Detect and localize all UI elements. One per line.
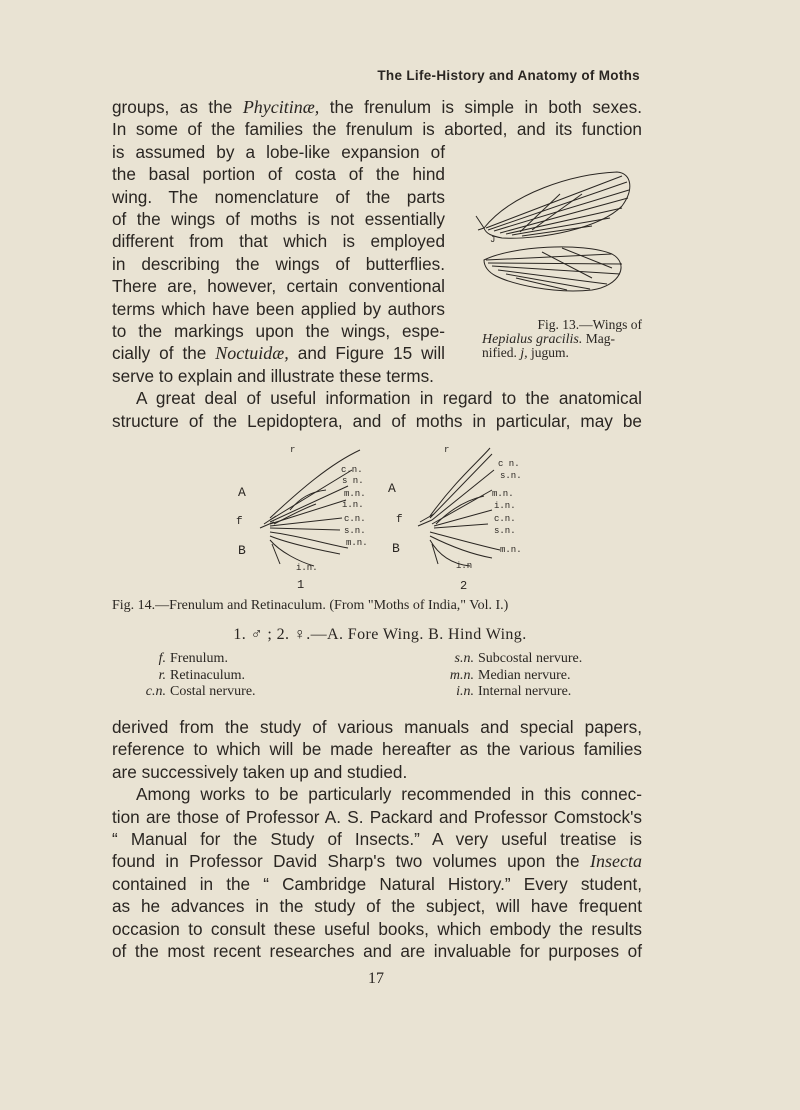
- legend-item: m.n. Median nervure.: [449, 667, 571, 683]
- text-line: reference to which will be made hereafter as the various families: [112, 739, 642, 760]
- text-line: as he advances in the study of the subject, will have frequent: [112, 896, 642, 917]
- text-line: serve to explain and illustrate these terms.: [112, 365, 434, 386]
- label-sn2-2: s.n.: [494, 526, 516, 536]
- label-cn2-1: c.n.: [344, 514, 366, 524]
- label-in-1: i.n.: [342, 500, 364, 510]
- specimen-number-1: 1: [297, 578, 305, 590]
- figure-14-frenulum-retinaculum: [230, 440, 560, 590]
- text-line: of the wings of moths is not essentially: [112, 208, 445, 229]
- page-number: 17: [368, 970, 384, 987]
- text-line: wing. The nomenclature of the parts: [112, 186, 445, 207]
- label-cn2-2: c.n.: [494, 514, 516, 524]
- label-sn-1: s n.: [342, 476, 364, 486]
- label-sn2-1: s.n.: [344, 526, 366, 536]
- legend-item: f. Frenulum.: [158, 651, 228, 666]
- text-line: structure of the Lepidoptera, and of moths in particular, may be: [112, 410, 642, 431]
- legend-left: [132, 651, 256, 701]
- legend-item: s.n. Subcostal nervure.: [454, 651, 583, 666]
- text-line: of the most recent researches and are invaluable for purposes of: [112, 940, 642, 961]
- label-mn-2: m.n.: [492, 489, 514, 499]
- label-in-2: i.n.: [494, 501, 516, 511]
- label-B-1: B: [238, 543, 246, 558]
- running-header: The Life-History and Anatomy of Moths: [377, 68, 640, 83]
- label-cn-2: c n.: [498, 459, 520, 469]
- text-line: derived from the study of various manuals and special papers,: [112, 717, 642, 737]
- label-cn-1: c.n.: [341, 465, 363, 475]
- label-f-1: f: [236, 516, 243, 528]
- text-line: groups, as the Phycitinæ, the frenulum is simple in both sexes.: [112, 97, 642, 117]
- text-line: the basal portion of costa of the hind: [112, 164, 445, 185]
- label-f-2: f: [396, 514, 403, 526]
- label-mn2-1: m.n.: [346, 538, 368, 548]
- text-line: A great deal of useful information in regard to the anatomical: [136, 388, 642, 409]
- hind-wing-outline: [484, 247, 621, 291]
- text-line: occasion to consult these useful books, which embody the results: [112, 918, 642, 939]
- text-line: tion are those of Professor A. S. Packard and Professor Comstock's: [112, 806, 642, 827]
- label-in2-1: i.n.: [296, 563, 318, 573]
- text-line: cially of the Noctuidæ, and Figure 15 will: [112, 343, 445, 364]
- label-r-2: r: [444, 445, 450, 455]
- paragraph-top: [112, 96, 642, 141]
- label-B-2: B: [392, 541, 400, 556]
- text-line: to the markings upon the wings, espe-: [112, 320, 445, 341]
- figure-14-subcaption: 1. ♂ ; 2. ♀.—A. Fore Wing. B. Hind Wing.: [233, 626, 527, 643]
- label-mn-1: m.n.: [344, 489, 366, 499]
- figure-13-wings: [472, 168, 642, 303]
- paragraph-bottom: [112, 716, 642, 962]
- paragraph-narrow: [112, 141, 445, 387]
- label-sn-2: s.n.: [500, 471, 522, 481]
- legend-item: i.n. Internal nervure.: [456, 684, 572, 699]
- text-line: terms which have been applied by authors: [112, 298, 445, 319]
- text-line: Among works to be particularly recommended in this connec-: [136, 784, 642, 805]
- label-mn2-2: m.n.: [500, 545, 522, 555]
- text-line: There are, however, certain conventional: [112, 276, 445, 297]
- label-r-1: r: [290, 445, 296, 455]
- jugum-label: J: [490, 235, 496, 245]
- paragraph-anatomy: [112, 387, 642, 432]
- legend-item: c.n. Costal nervure.: [145, 684, 256, 699]
- text-line: in describing the wings of butterflies.: [112, 253, 445, 274]
- legend-right: [440, 651, 582, 701]
- legend-item: r. Retinaculum.: [158, 667, 246, 683]
- text-line: In some of the families the frenulum is aborted, and its function: [112, 119, 642, 140]
- text-line: contained in the “ Cambridge Natural History.” Every student,: [112, 873, 642, 894]
- label-in2-2: i.n: [456, 561, 473, 571]
- text-line: found in Professor David Sharp's two volumes upon the Insecta: [112, 851, 642, 872]
- fore-wing-outline: [484, 172, 630, 238]
- specimen-number-2: 2: [460, 579, 468, 590]
- text-line: “ Manual for the Study of Insects.” A very useful treatise is: [112, 828, 642, 849]
- text-line: different from that which is employed: [112, 231, 445, 252]
- label-A-1: A: [238, 485, 246, 500]
- text-line: are successively taken up and studied.: [112, 761, 408, 782]
- figure-13-caption: Fig. 13.—Wings of Hepialus gracilis. Mag- nified. j, jugum.: [482, 317, 642, 361]
- figure-14-caption: Fig. 14.—Frenulum and Retinaculum. (From "Moths of India," Vol. I.): [112, 598, 509, 613]
- label-A-2: A: [388, 481, 396, 496]
- text-line: is assumed by a lobe-like expansion of: [112, 141, 445, 162]
